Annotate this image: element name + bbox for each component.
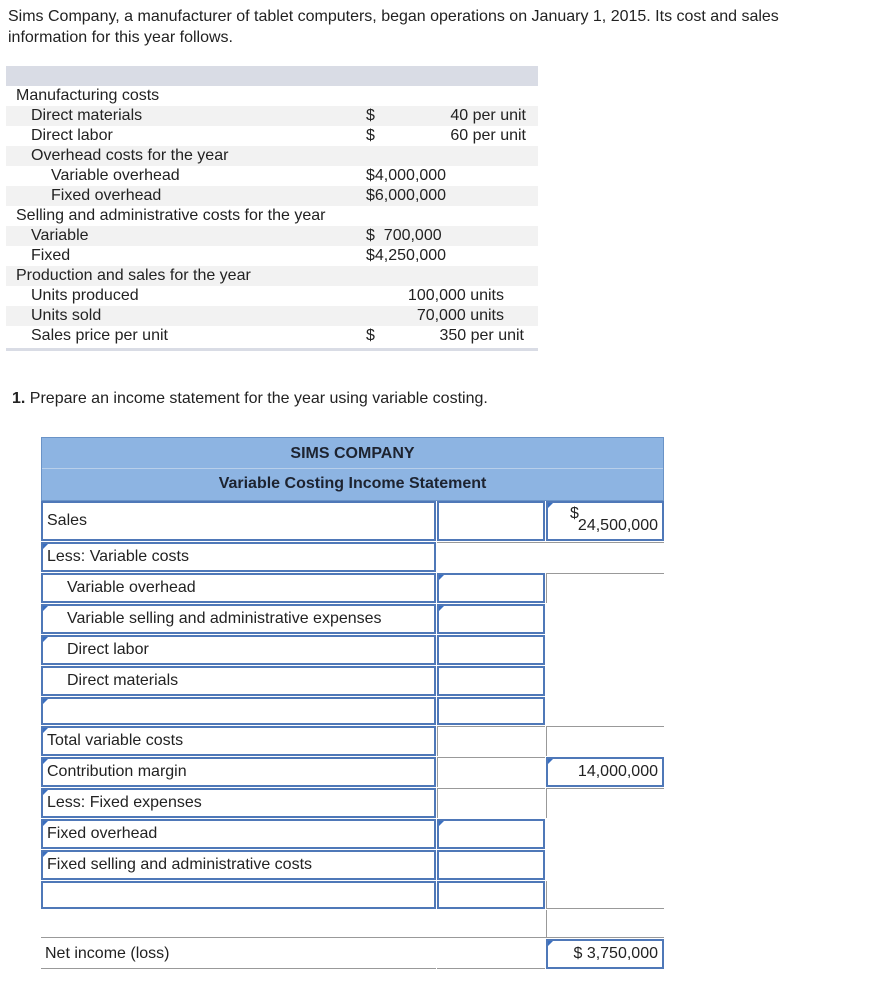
cell-text: Less: Fixed expenses bbox=[47, 794, 202, 811]
contribution-margin-total[interactable] bbox=[546, 757, 664, 787]
blank-label-input[interactable] bbox=[41, 697, 436, 725]
problem-intro: Sims Company, a manufacturer of tablet computers, began operations on January 1, 2015. Its cost and sales information for this year follows. bbox=[8, 8, 779, 46]
row-label: Fixed bbox=[31, 247, 71, 264]
row-label: Sales price per unit bbox=[31, 327, 168, 344]
blank-label-input[interactable] bbox=[41, 881, 436, 909]
row-value: $4,000,000 bbox=[366, 167, 447, 184]
table-row bbox=[6, 246, 538, 266]
table-row bbox=[6, 286, 538, 306]
row-label: Units sold bbox=[31, 307, 102, 324]
less-fixed-row bbox=[41, 788, 664, 818]
currency-symbol: $ bbox=[366, 127, 375, 144]
row-label: Selling and administrative costs for the year bbox=[16, 207, 326, 224]
direct-materials-input[interactable] bbox=[41, 666, 436, 696]
empty-cell bbox=[546, 726, 664, 756]
less-fixed-input[interactable] bbox=[41, 788, 436, 818]
cell-text: Direct materials bbox=[67, 672, 179, 689]
sales-amount-input[interactable] bbox=[437, 501, 545, 541]
dropdown-marker-icon bbox=[439, 606, 444, 611]
table-row bbox=[6, 226, 538, 246]
empty-cell bbox=[437, 542, 664, 572]
cell-text: Less: Variable costs bbox=[47, 548, 189, 565]
dropdown-marker-icon bbox=[548, 503, 553, 508]
variable-selling-amount[interactable] bbox=[437, 604, 545, 634]
cell-value: $ 3,750,000 bbox=[573, 945, 658, 962]
fixed-overhead-input[interactable] bbox=[41, 819, 436, 849]
row-value: $4,250,000 bbox=[366, 247, 447, 264]
row-label: Production and sales for the year bbox=[16, 267, 251, 284]
net-income-label-cell bbox=[41, 939, 436, 969]
variable-selling-row bbox=[41, 604, 664, 634]
table-row bbox=[6, 126, 538, 146]
empty-cell bbox=[546, 910, 664, 938]
income-statement bbox=[41, 437, 664, 962]
row-value: $ 700,000 bbox=[366, 227, 442, 244]
dropdown-marker-icon bbox=[439, 575, 444, 580]
row-value: 70,000 units bbox=[416, 307, 504, 324]
dropdown-marker-icon bbox=[548, 759, 553, 764]
statement-header bbox=[41, 437, 664, 501]
fixed-overhead-amount[interactable] bbox=[437, 819, 545, 849]
direct-labor-amount[interactable] bbox=[437, 635, 545, 665]
dropdown-marker-icon bbox=[43, 699, 48, 704]
table-row bbox=[6, 266, 538, 286]
row-label: Direct materials bbox=[31, 107, 143, 124]
empty-cell bbox=[546, 881, 664, 909]
table-bottom-rule bbox=[6, 348, 538, 351]
net-income-row bbox=[41, 939, 664, 969]
cell-text: Variable overhead bbox=[67, 579, 196, 596]
dropdown-marker-icon bbox=[548, 941, 553, 946]
empty-cell bbox=[546, 788, 664, 818]
blank-amount-input[interactable] bbox=[437, 697, 545, 725]
direct-labor-row bbox=[41, 635, 664, 665]
row-label: Direct labor bbox=[31, 127, 113, 144]
fixed-selling-input[interactable] bbox=[41, 850, 436, 880]
table-row bbox=[6, 326, 538, 346]
direct-labor-input[interactable] bbox=[41, 635, 436, 665]
total-variable-row bbox=[41, 726, 664, 756]
table-row bbox=[6, 166, 538, 186]
contribution-margin-input[interactable] bbox=[41, 757, 436, 787]
row-value: 350 per unit bbox=[439, 327, 524, 344]
table-row bbox=[6, 106, 538, 126]
dropdown-marker-icon bbox=[43, 606, 48, 611]
row-value: $6,000,000 bbox=[366, 187, 447, 204]
row-value: 40 per unit bbox=[450, 107, 526, 124]
currency-symbol: $ bbox=[366, 107, 375, 124]
dropdown-marker-icon bbox=[43, 637, 48, 642]
cell-text: Direct labor bbox=[67, 641, 149, 658]
table-row bbox=[6, 186, 538, 206]
total-variable-input[interactable] bbox=[41, 726, 436, 756]
contribution-margin-row bbox=[41, 757, 664, 787]
net-income-total[interactable] bbox=[546, 939, 664, 969]
row-label: Variable overhead bbox=[51, 167, 180, 184]
fixed-overhead-row bbox=[41, 819, 664, 849]
currency-symbol: $ bbox=[366, 327, 375, 344]
row-label: Overhead costs for the year bbox=[31, 147, 229, 164]
sales-label-input[interactable] bbox=[41, 501, 436, 541]
cell-text: Fixed selling and administrative costs bbox=[47, 856, 313, 873]
sales-total-input[interactable] bbox=[546, 501, 664, 541]
question-number: 1. bbox=[12, 390, 26, 407]
variable-overhead-row bbox=[41, 573, 664, 603]
variable-selling-input[interactable] bbox=[41, 604, 436, 634]
empty-cell bbox=[437, 726, 545, 756]
less-variable-input[interactable] bbox=[41, 542, 436, 572]
empty-cell bbox=[437, 788, 545, 818]
empty-cell bbox=[437, 939, 545, 969]
cell-value: 24,500,000 bbox=[577, 517, 658, 534]
table-row bbox=[6, 146, 538, 166]
blank-amount-input[interactable] bbox=[437, 881, 545, 909]
question-text: Prepare an income statement for the year using variable costing. bbox=[29, 390, 488, 407]
cell-text: Sales bbox=[47, 512, 88, 529]
statement-title: Variable Costing Income Statement bbox=[42, 468, 663, 499]
row-value: 100,000 units bbox=[407, 287, 504, 304]
row-value: 60 per unit bbox=[450, 127, 526, 144]
sales-row bbox=[41, 501, 664, 541]
fixed-selling-amount[interactable] bbox=[437, 850, 545, 880]
cell-value: 14,000,000 bbox=[577, 763, 658, 780]
row-label: Variable bbox=[31, 227, 89, 244]
blank-row bbox=[41, 881, 664, 909]
empty-cell bbox=[437, 757, 545, 787]
row-label: Manufacturing costs bbox=[16, 87, 160, 104]
variable-overhead-input[interactable] bbox=[41, 573, 436, 603]
company-name: SIMS COMPANY bbox=[290, 445, 415, 462]
table-row bbox=[6, 306, 538, 326]
row-label: Fixed overhead bbox=[51, 187, 162, 204]
less-variable-row bbox=[41, 542, 664, 572]
table-header-bar bbox=[6, 66, 538, 86]
empty-cell bbox=[546, 573, 664, 603]
fixed-selling-row bbox=[41, 850, 664, 880]
cell-text: Net income (loss) bbox=[45, 944, 170, 962]
cost-info-table bbox=[6, 66, 538, 351]
table-row bbox=[6, 206, 538, 226]
cell-text: Variable selling and administrative expenses bbox=[67, 610, 382, 627]
row-label: Units produced bbox=[31, 287, 139, 304]
cell-text: Contribution margin bbox=[47, 763, 187, 780]
table-row bbox=[6, 86, 538, 106]
cell-text: Total variable costs bbox=[47, 732, 184, 749]
blank-row bbox=[41, 697, 664, 725]
cell-text: Fixed overhead bbox=[47, 825, 158, 842]
dropdown-marker-icon bbox=[439, 821, 444, 826]
separator-row bbox=[41, 910, 664, 938]
direct-materials-row bbox=[41, 666, 664, 696]
question-prompt bbox=[12, 390, 488, 408]
variable-overhead-amount[interactable] bbox=[437, 573, 545, 603]
currency-symbol: $ bbox=[570, 505, 579, 522]
direct-materials-amount[interactable] bbox=[437, 666, 545, 696]
